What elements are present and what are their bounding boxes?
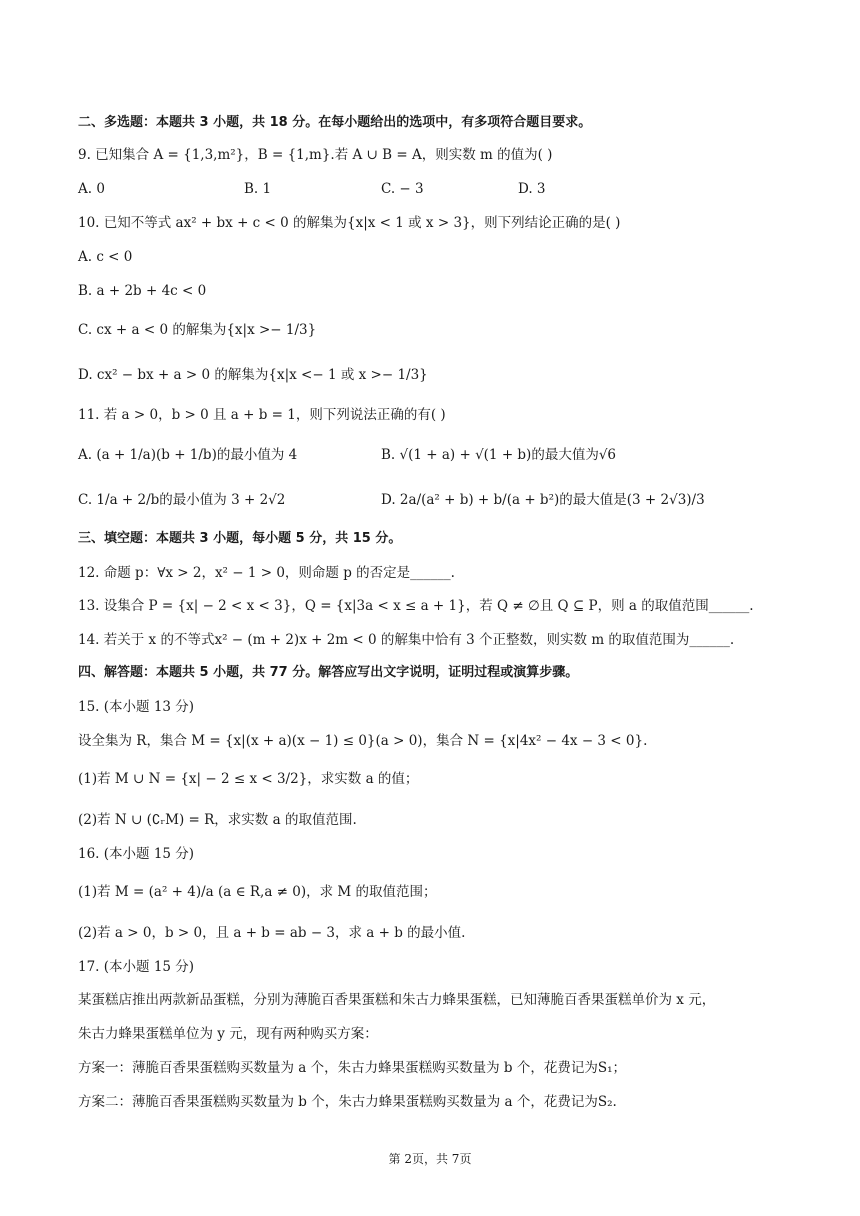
q17-plan1: 方案一：薄脆百香果蛋糕购买数量为 a 个，朱古力蜂果蛋糕购买数量为 b 个，花费记为S₁； [78, 1060, 627, 1076]
q9-stem: 9. 已知集合 A = {1,3,m²}，B = {1,m}.若 A ∪ B = A，则实数 m 的值为( ) [78, 147, 553, 163]
q10-option-c: C. cx + a < 0 的解集为{x|x >− 1/3} [78, 322, 317, 338]
q9-option-a: A. 0 [78, 181, 105, 197]
q9-option-c: C. − 3 [381, 181, 424, 197]
q9-option-b: B. 1 [244, 181, 272, 197]
q15-part2: (2)若 N ∪ (∁ᵣM) = R，求实数 a 的取值范围. [78, 812, 357, 828]
q12-stem: 12. 命题 p：∀x > 2，x² − 1 > 0，则命题 p 的否定是______. [78, 565, 455, 581]
q16-title: 16. (本小题 15 分) [78, 846, 195, 862]
q11-option-a: A. (a + 1/a)(b + 1/b)的最小值为 4 [78, 447, 298, 463]
q10-option-d: D. cx² − bx + a > 0 的解集为{x|x <− 1 或 x >− 1/3} [78, 367, 428, 383]
q10-option-b: B. a + 2b + 4c < 0 [78, 283, 207, 299]
q9-option-d: D. 3 [518, 181, 546, 197]
section-header-multi-choice: 二、多选题：本题共 3 小题，共 18 分。在每小题给出的选项中，有多项符合题目要求。 [78, 115, 592, 130]
q14-stem: 14. 若关于 x 的不等式x² − (m + 2)x + 2m < 0 的解集中恰有 3 个正整数，则实数 m 的取值范围为______. [78, 632, 735, 648]
q16-part1: (1)若 M = (a² + 4)/a (a ∈ R,a ≠ 0)，求 M 的取值范围； [78, 884, 437, 900]
q13-stem: 13. 设集合 P = {x| − 2 < x < 3}，Q = {x|3a < x ≤ a + 1}，若 Q ≠ ∅且 Q ⊆ P，则 a 的取值范围______. [78, 598, 754, 614]
q17-body-line2: 朱古力蜂果蛋糕单位为 y 元，现有两种购买方案： [78, 1026, 378, 1042]
q11-option-d: D. 2a/(a² + b) + b/(a + b²)的最大值是(3 + 2√3)/3 [381, 492, 705, 508]
q17-title: 17. (本小题 15 分) [78, 959, 195, 975]
q15-part1: (1)若 M ∪ N = {x| − 2 ≤ x < 3/2}，求实数 a 的值； [78, 771, 419, 787]
q15-title: 15. (本小题 13 分) [78, 699, 195, 715]
q16-part2: (2)若 a > 0，b > 0，且 a + b = ab − 3，求 a + b 的最小值. [78, 925, 466, 941]
section-header-fill-blank: 三、填空题：本题共 3 小题，每小题 5 分，共 15 分。 [78, 531, 402, 546]
q17-plan2: 方案二：薄脆百香果蛋糕购买数量为 b 个，朱古力蜂果蛋糕购买数量为 a 个，花费记为S₂. [78, 1094, 617, 1110]
q11-option-c: C. 1/a + 2/b的最小值为 3 + 2√2 [78, 492, 286, 508]
section-header-solve: 四、解答题：本题共 5 小题，共 77 分。解答应写出文字说明，证明过程或演算步骤。 [78, 665, 579, 680]
q11-option-b: B. √(1 + a) + √(1 + b)的最大值为√6 [381, 447, 617, 463]
page-footer: 第 2页，共 7页 [388, 1152, 472, 1166]
q10-option-a: A. c < 0 [78, 249, 133, 265]
q10-stem: 10. 已知不等式 ax² + bx + c < 0 的解集为{x|x < 1 或 x > 3}，则下列结论正确的是( ) [78, 215, 621, 231]
q11-stem: 11. 若 a > 0，b > 0 且 a + b = 1，则下列说法正确的有( ) [78, 407, 446, 423]
q15-body: 设全集为 R，集合 M = {x|(x + a)(x − 1) ≤ 0}(a > 0)，集合 N = {x|4x² − 4x − 3 < 0}. [78, 733, 648, 749]
q17-body-line1: 某蛋糕店推出两款新品蛋糕，分别为薄脆百香果蛋糕和朱古力蜂果蛋糕，已知薄脆百香果蛋糕单价为 x 元， [78, 992, 716, 1008]
